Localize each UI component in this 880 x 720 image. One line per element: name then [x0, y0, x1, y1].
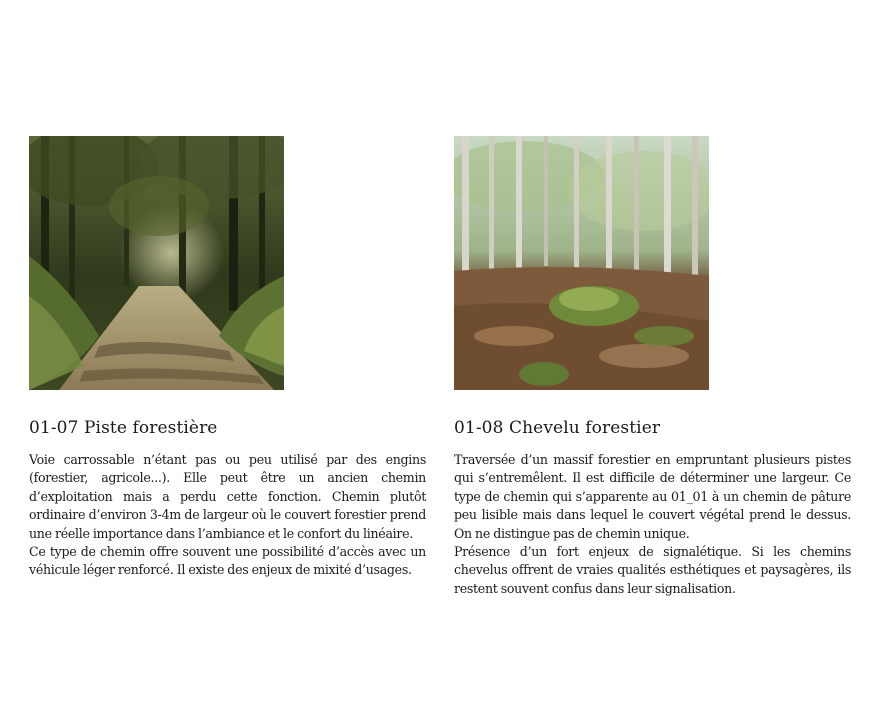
description-paragraph: Voie carrossable n’étant pas ou peu utilisé par des engins (forestier, agricole...). Elle peut être un ancien chemin d’exploitation mais a perdu cette fonction. Chemin plutôt ordinaire d’environ 3-4m de largeur où le couvert forestier prend une réelle importance dans l’ambiance et le confort du linéaire.: [29, 452, 426, 541]
description-paragraph: Ce type de chemin offre souvent une possibilité d’accès avec un véhicule léger renforcé. Il existe des enjeux de mixité d’usages.: [29, 544, 426, 578]
description-paragraph: Traversée d’un massif forestier en empruntant plusieurs pistes qui s’entremêlent. Il est difficile de déterminer une largeur. Ce type de chemin qui s’apparente au 01_01 à un chemin de pâture peu lisible mais dans lequel le couvert végétal prend le dessus. On ne distingue pas de chemin unique.: [454, 452, 851, 541]
card-description: [29, 451, 426, 580]
card-description: [454, 451, 851, 598]
description-paragraph: Présence d’un fort enjeux de signalétique. Si les chemins chevelus offrent de vraies qualités esthétiques et paysagères, ils restent souvent confus dans leur signalisation.: [454, 544, 851, 596]
card-piste-forestiere: [29, 136, 439, 580]
card-title: 01-08 Chevelu forestier: [454, 418, 661, 438]
forest-network-photo: [454, 136, 709, 390]
forest-track-image: [29, 136, 284, 390]
beech-forest-image: [454, 136, 709, 390]
card-title: 01-07 Piste forestière: [29, 418, 218, 438]
forest-track-photo: [29, 136, 284, 390]
card-chevelu-forestier: [454, 136, 864, 598]
